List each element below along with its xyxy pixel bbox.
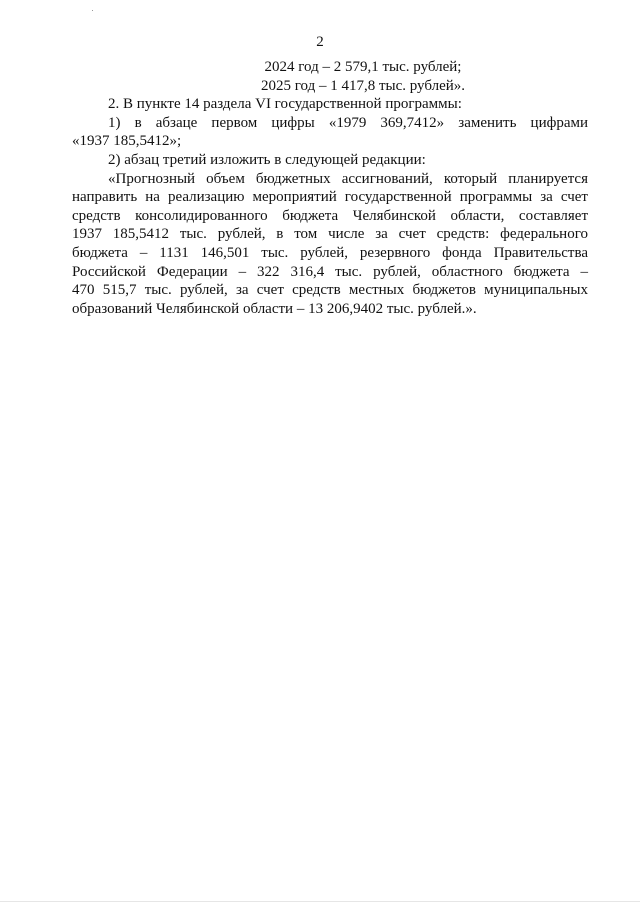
year-line-2024: 2024 год – 2 579,1 тыс. рублей; [264,59,462,75]
quote-line-1: «Прогнозный объем бюджетных ассигнований, который планируется [108,170,588,187]
item-2-heading: 2. В пункте 14 раздела VI государственной программы: [108,96,462,113]
quote-line-5: бюджета – 1131 146,501 тыс. рублей, резервного фонда Правительства [72,244,588,261]
document-body [72,58,588,318]
quote-line-6: Российской Федерации – 322 316,4 тыс. рублей, областного бюджета – [72,263,588,280]
quote-line-2: направить на реализацию мероприятий государственной программы за счет [72,189,588,206]
year-line-2025: 2025 год – 1 417,8 тыс. рублей». [260,77,466,94]
subitem-1-line-2: «1937 185,5412»; [72,133,182,150]
quote-line-4: 1937 185,5412 тыс. рублей, в том числе за счет средств: федерального [72,226,588,243]
scan-dot [92,10,93,11]
quote-line-3: средств консолидированного бюджета Челябинской области, составляет [72,207,588,224]
quote-line-8: образований Челябинской области – 13 206,9402 тыс. рублей.». [72,300,477,317]
page-bottom-edge [0,901,640,902]
subitem-2: 2) абзац третий изложить в следующей редакции: [108,151,426,168]
page-number: 2 [316,34,324,50]
quote-line-7: 470 515,7 тыс. рублей, за счет средств местных бюджетов муниципальных [72,282,588,299]
subitem-1-line-1: 1) в абзаце первом цифры «1979 369,7412» заменить цифрами [108,114,588,131]
